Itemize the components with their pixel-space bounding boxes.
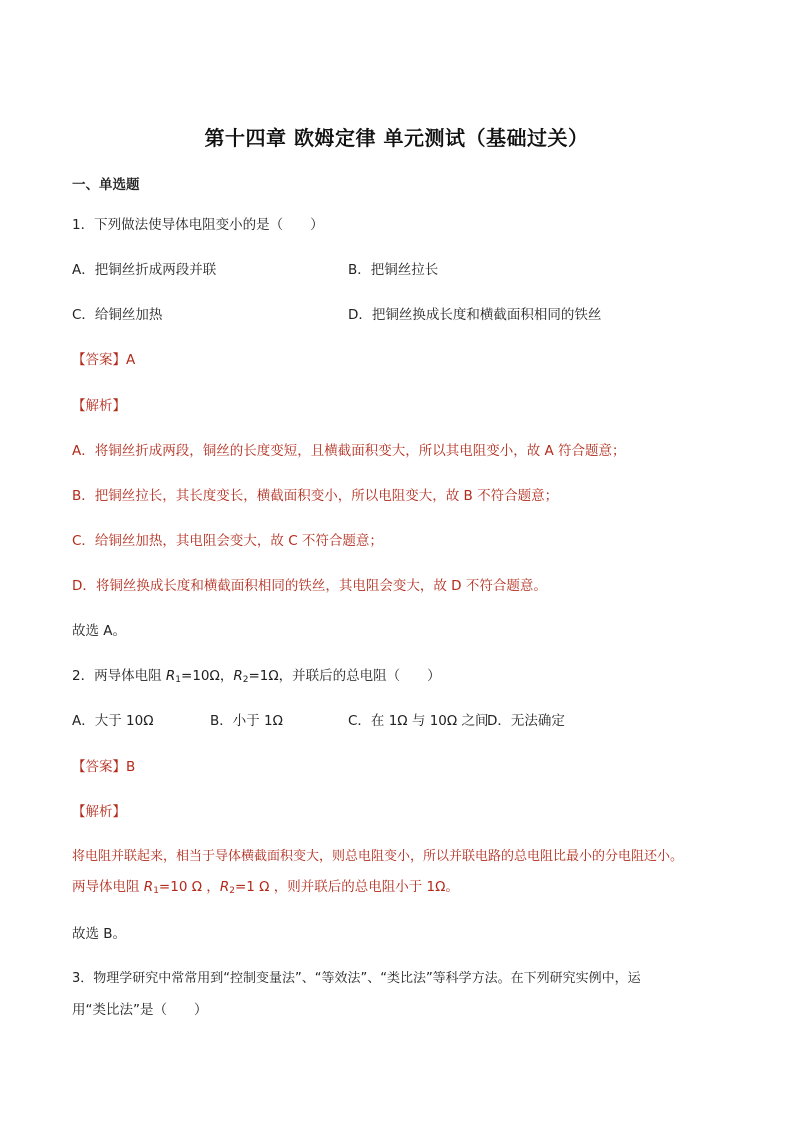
r2-symbol: R — [219, 879, 230, 895]
q3-stem-line-2: 用“类比法”是（ ） — [72, 1002, 208, 1018]
q1-option-d: D．把铜丝换成长度和横截面积相同的铁丝 — [348, 307, 602, 323]
q2-conclusion: 故选 B。 — [72, 926, 127, 942]
q2-option-d: D．无法确定 — [487, 713, 565, 729]
q2-analysis-line-2 — [72, 878, 459, 900]
q3-stem-line-1: 3．物理学研究中常常用到“控制变量法”、“等效法”、“类比法”等科学方法。在下列研究实例中，运 — [72, 971, 641, 986]
answer-value: A — [126, 352, 136, 368]
r1-subscript: 1 — [153, 886, 159, 896]
q2-option-c: C．在 1Ω 与 10Ω 之间 — [348, 713, 489, 729]
q1-analysis-b: B．把铜丝拉长，其长度变长，横截面积变小，所以电阻变大，故 B 不符合题意； — [72, 488, 559, 504]
q1-analysis-label: 【解析】 — [72, 398, 126, 414]
r2-value: =1Ω，并联后的总电阻（ ） — [248, 668, 441, 684]
q1-analysis-c: C．给铜丝加热，其电阻会变大，故 C 不符合题意； — [72, 533, 383, 549]
r2-symbol: R — [233, 668, 243, 684]
q1-option-a: A．把铜丝折成两段并联 — [72, 262, 217, 278]
q1-option-b: B．把铜丝拉长 — [348, 262, 439, 278]
page-title: 第十四章 欧姆定律 单元测试（基础过关） — [204, 126, 589, 150]
answer-label: 【答案】 — [72, 352, 126, 368]
r1-value: =10 Ω ， — [158, 879, 220, 895]
q1-analysis-d: D．将铜丝换成长度和横截面积相同的铁丝，其电阻会变大，故 D 不符合题意。 — [72, 578, 547, 594]
r1-value: =10Ω， — [181, 668, 234, 684]
q2-answer — [72, 758, 135, 776]
q1-stem: 1．下列做法使导体电阻变小的是（ ） — [72, 217, 324, 233]
q2-analysis-label: 【解析】 — [72, 804, 126, 820]
q2-stem — [72, 667, 441, 689]
r2-subscript: 2 — [242, 675, 249, 685]
r2-subscript: 2 — [229, 886, 235, 896]
r1-subscript: 1 — [175, 675, 182, 685]
section-heading: 一、单选题 — [72, 177, 140, 193]
r2-value: =1 Ω ，则并联后的总电阻小于 1Ω。 — [234, 879, 459, 895]
q1-option-c: C．给铜丝加热 — [72, 307, 163, 323]
answer-value: B — [126, 759, 136, 775]
q1-conclusion: 故选 A。 — [72, 623, 127, 639]
q2-stem-pre: 2．两导体电阻 — [72, 668, 166, 684]
q1-analysis-a: A．将铜丝折成两段，铜丝的长度变短，且横截面积变大，所以其电阻变小，故 A 符合题意； — [72, 443, 626, 459]
r1-symbol: R — [143, 879, 154, 895]
r1-symbol: R — [165, 668, 176, 684]
q2-option-b: B．小于 1Ω — [210, 713, 283, 729]
q2-option-a: A．大于 10Ω — [72, 713, 154, 729]
analysis-pre: 两导体电阻 — [72, 879, 144, 895]
q1-answer — [72, 351, 135, 369]
answer-label: 【答案】 — [72, 759, 126, 775]
q2-analysis-line-1: 将电阻并联起来，相当于导体横截面积变大，则总电阻变小，所以并联电路的总电阻比最小的分电阻还小。 — [72, 849, 684, 864]
